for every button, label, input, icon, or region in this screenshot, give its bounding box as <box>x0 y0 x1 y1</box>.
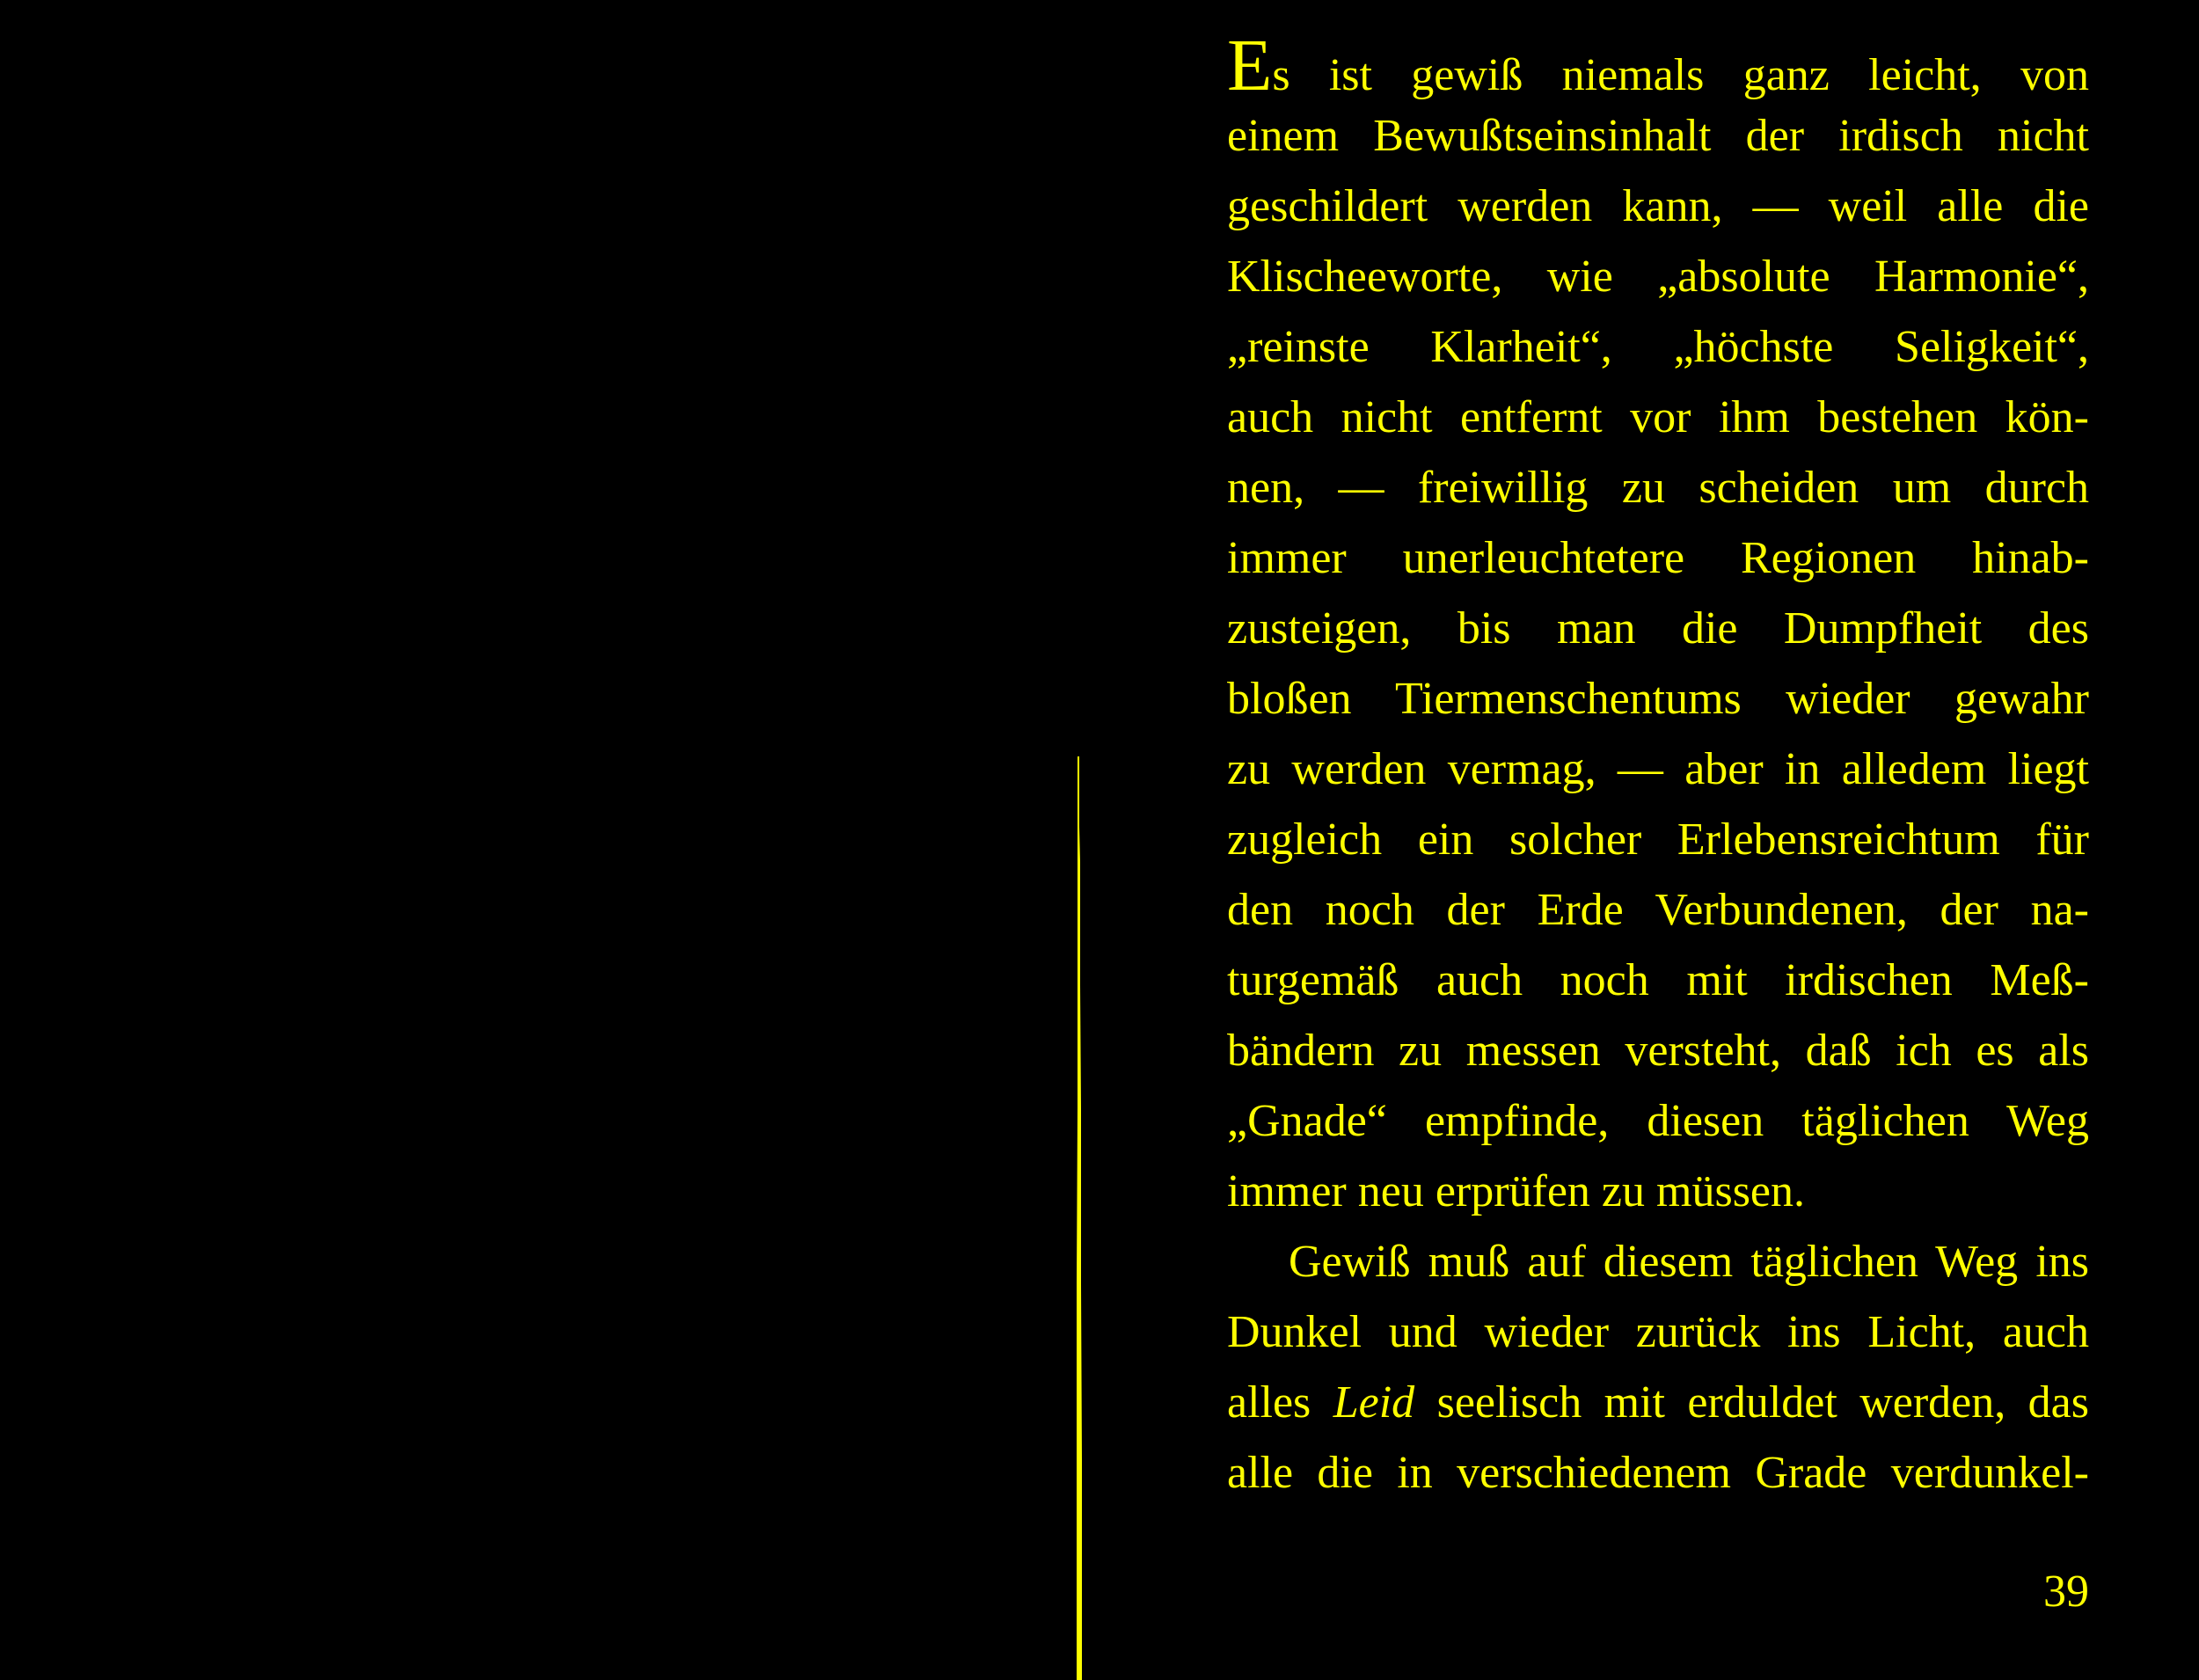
text-line: bändern zu messen versteht, daß ich es als <box>1227 1026 2089 1076</box>
text-line: immer unerleuchtetere Regionen hinab- <box>1227 533 2089 583</box>
text-line: Gewiß muß auf diesem täglichen Weg ins <box>1289 1237 2089 1287</box>
text-line: Klischeeworte, wie „absolute Harmonie“, <box>1227 252 2089 302</box>
text-line: einem Bewußtseinsinhalt der irdisch nicht <box>1227 111 2089 161</box>
text-line: nen, — freiwillig zu scheiden um durch <box>1227 463 2089 513</box>
text-line: Es ist gewiß niemals ganz leicht, von <box>1227 25 2089 106</box>
text-line: turgemäß auch noch mit irdischen Meß- <box>1227 955 2089 1005</box>
text-line: alle die in verschiedenem Grade verdunkel- <box>1227 1448 2089 1498</box>
text-line: den noch der Erde Verbundenen, der na- <box>1227 885 2089 935</box>
text-page <box>1227 25 2090 1618</box>
text-line: zugleich ein solcher Erlebensreichtum für <box>1227 814 2089 865</box>
text-line: zusteigen, bis man die Dumpfheit des <box>1227 603 2089 654</box>
emphasis-word: Leid <box>1333 1377 1415 1428</box>
text-line: geschildert werden kann, — weil alle die <box>1227 181 2089 231</box>
page-number: 39 <box>2043 1567 2089 1617</box>
text-line: alles Leid seelisch mit erduldet werden, das <box>1227 1377 2090 1428</box>
text-line: Dunkel und wieder zurück ins Licht, auch <box>1227 1307 2089 1357</box>
drop-cap: E <box>1227 25 1273 106</box>
text-line: immer neu erprüfen zu müssen. <box>1227 1166 1806 1216</box>
page-edge-line <box>1075 756 1084 1680</box>
text-line: auch nicht entfernt vor ihm bestehen kön- <box>1227 392 2089 442</box>
text-line: zu werden vermag, — aber in alledem liegt <box>1227 744 2089 794</box>
text-line: „reinste Klarheit“, „höchste Seligkeit“, <box>1227 322 2089 372</box>
text-line: „Gnade“ empfinde, diesen täglichen Weg <box>1227 1096 2089 1146</box>
text-line: bloßen Tiermenschentums wieder gewahr <box>1227 674 2089 724</box>
